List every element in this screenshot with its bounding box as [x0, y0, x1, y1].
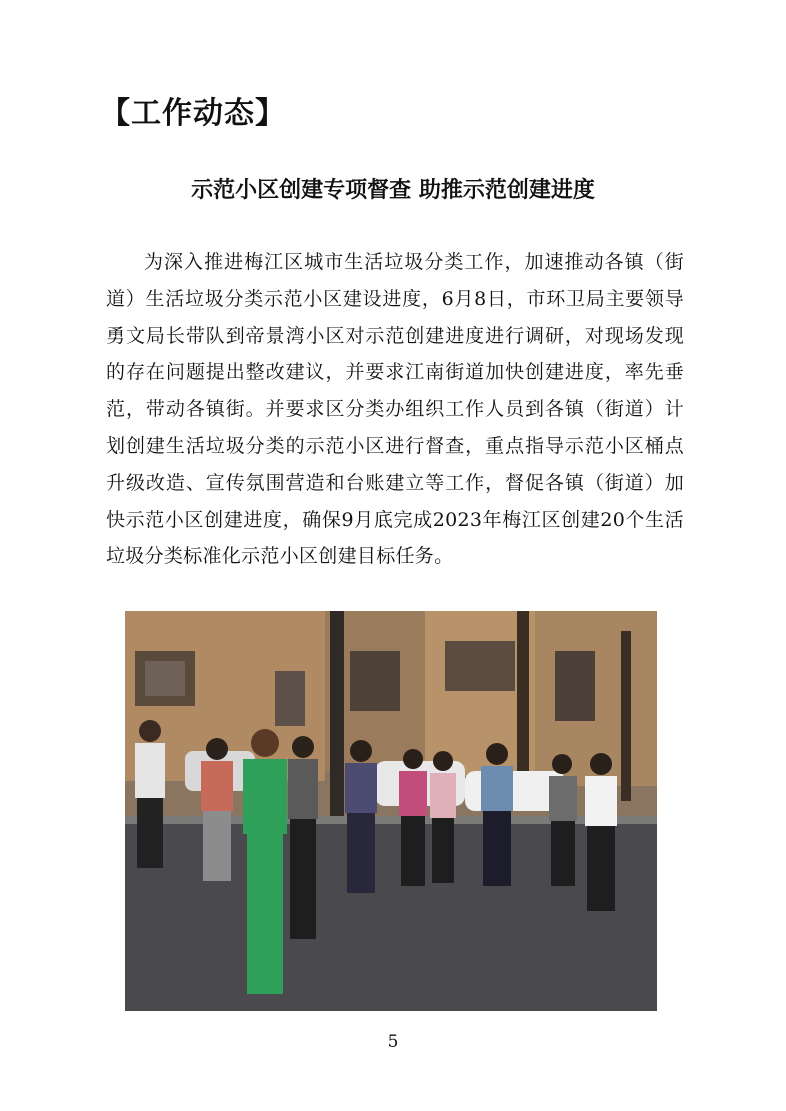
page-number: 5	[387, 1032, 399, 1052]
article-title: 示范小区创建专项督查 助推示范创建进度	[191, 177, 595, 203]
inspection-photo	[125, 611, 657, 1011]
section-heading: 【工作动态】	[100, 96, 286, 131]
group-photo-illustration	[125, 611, 657, 1011]
article-body: 为深入推进梅江区城市生活垃圾分类工作，加速推动各镇（街道）生活垃圾分类示范小区建设进度，6月8日，市环卫局主要领导勇文局长带队到帝景湾小区对示范创建进度进行调研，对现场发现的存在问题提出整改建议，并要求江南街道加快创建进度，率先垂范，带动各镇街。并要求区分类办组织工作人员到各镇（街道）计划创建生活垃圾分类的示范小区进行督查，重点指导示范小区桶点升级改造、宣传氛围营造和台账建立等工作，督促各镇（街道）加快示范小区创建进度，确保9月底完成2023年梅江区创建20个生活垃圾分类标准化示范小区创建目标任务。	[106, 251, 684, 568]
